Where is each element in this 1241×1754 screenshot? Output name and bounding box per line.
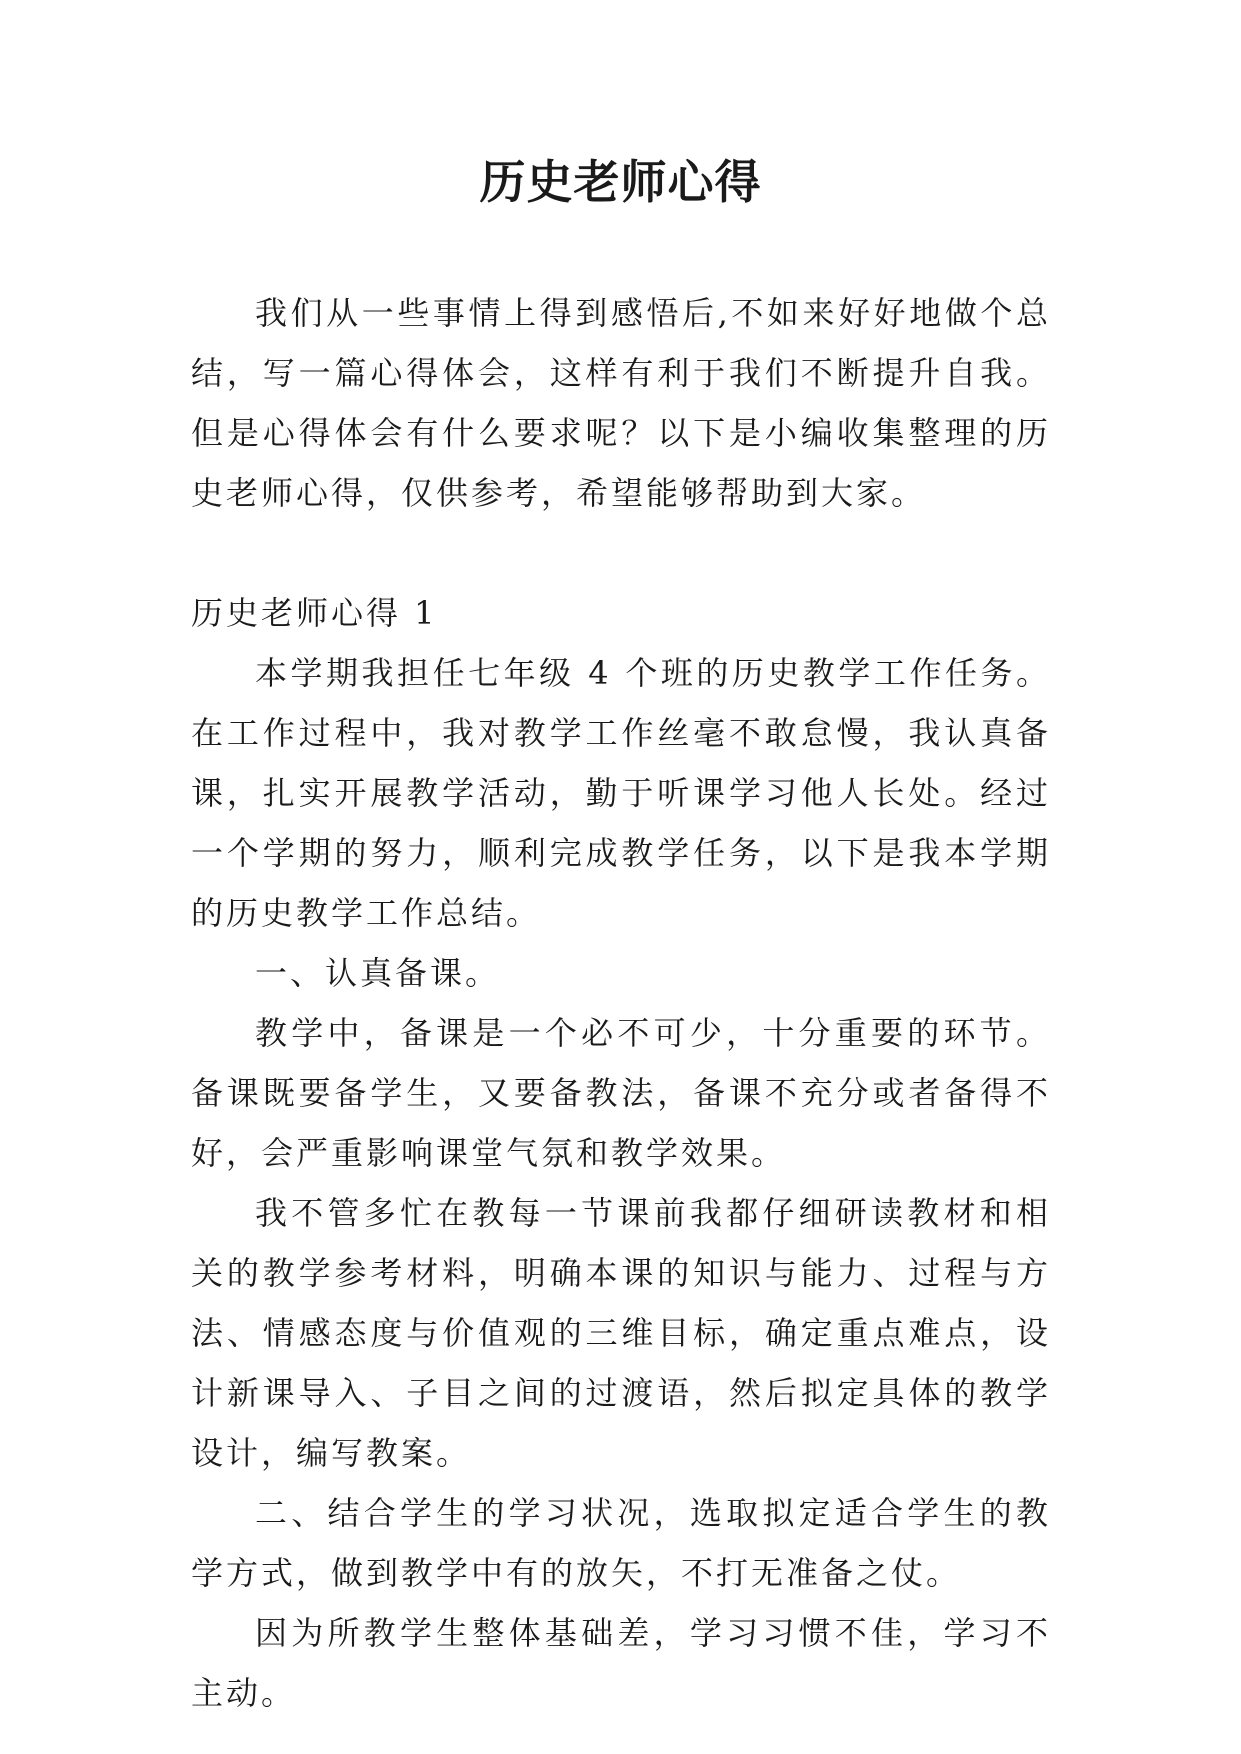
body-paragraph: 教学中，备课是一个必不可少，十分重要的环节。备课既要备学生，又要备教法，备课不充分或者备得不好，会严重影响课堂气氛和教学效果。 — [191, 1014, 1051, 1172]
subsection-heading-1: 一、认真备课。 — [255, 954, 501, 992]
paragraph-spacer — [191, 523, 1051, 583]
body-paragraph: 本学期我担任七年级 4 个班的历史教学工作任务。在工作过程中，我对教学工作丝毫不敢怠慢，我认真备课，扎实开展教学活动，勤于听课学习他人长处。经过一个学期的努力，顺利完成教学任务，以下是我本学期的历史教学工作总结。 — [191, 654, 1051, 932]
body-paragraph: 因为所教学生整体基础差，学习习惯不佳，学习不主动。 — [191, 1614, 1051, 1712]
section-heading: 历史老师心得 1 — [191, 594, 438, 632]
intro-paragraph: 我们从一些事情上得到感悟后,不如来好好地做个总结，写一篇心得体会，这样有利于我们不断提升自我。但是心得体会有什么要求呢？以下是小编收集整理的历史老师心得，仅供参考，希望能够帮助到大家。 — [191, 294, 1051, 512]
subsection-heading-2: 二、结合学生的学习状况，选取拟定适合学生的教学方式，做到教学中有的放矢，不打无准备之仗。 — [191, 1494, 1051, 1592]
body-paragraph: 我不管多忙在教每一节课前我都仔细研读教材和相关的教学参考材料，明确本课的知识与能力、过程与方法、情感态度与价值观的三维目标，确定重点难点，设计新课导入、子目之间的过渡语，然后拟定具体的教学设计，编写教案。 — [191, 1194, 1051, 1472]
document-title: 历史老师心得 — [479, 155, 762, 209]
document-body — [191, 283, 1051, 1723]
